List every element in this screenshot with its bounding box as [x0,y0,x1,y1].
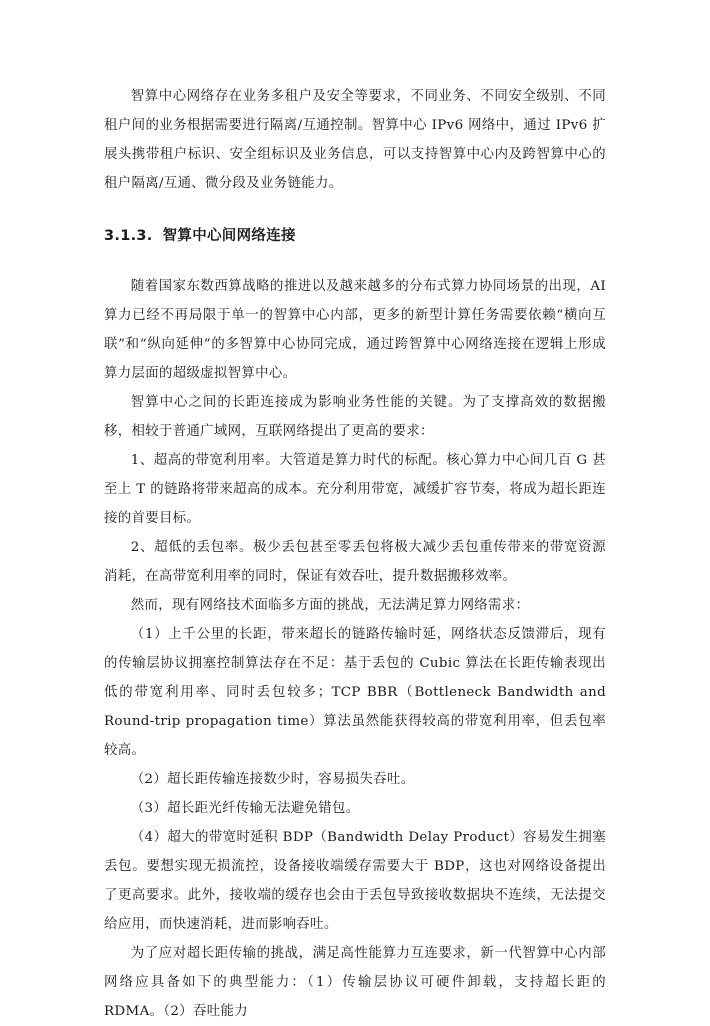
challenge-item: （4）超大的带宽时延积 BDP（Bandwidth Delay Product）容易发生拥塞丢包。要想实现无损流控，设备接收端缓存需要大于 BDP，这也对网络设备提出了更高要求。此外，接收端的缓存也会由于丢包导致接收数据块不连续，无法提交给应用，而快速消耗，进而影响吞吐。 [104,830,606,932]
paragraph: 随着国家东数西算战略的推进以及越来越多的分布式算力协同场景的出现，AI 算力已经不再局限于单一的智算中心内部，更多的新型计算任务需要依赖“横向互联”和“纵向延伸”的多智算中心协同完成，通过跨智算中心网络连接在逻辑上形成算力层面的超级虚拟智算中心。 [104,279,606,381]
section-number: 3.1.3. [104,228,153,244]
paragraph: 然而，现有网络技术面临多方面的挑战，无法满足算力网络需求： [130,598,530,613]
requirement-item: 1、超高的带宽利用率。大管道是算力时代的标配。核心算力中心间几百 G 甚至上 T 的链路将带来超高的成本。充分利用带宽，减缓扩容节奏，将成为超长距连接的首要目标。 [104,453,606,526]
paragraph: 为了应对超长距传输的挑战，满足高性能算力互连要求，新一代智算中心内部网络应具备如下的典型能力：（1）传输层协议可硬件卸载，支持超长距的 RDMA。（2）吞吐能力 [104,946,606,1019]
challenge-item: （1）上千公里的长距，带来超长的链路传输时延，网络状态反馈滞后，现有的传输层协议拥塞控制算法存在不足：基于丢包的 Cubic 算法在长距传输表现出低的带宽利用率、同时丢包较多；TCP BBR（Bottleneck Bandwidth and Round-trip propagation time）算法虽然能获得较高的带宽利用率，但丢包率较高。 [104,627,606,758]
requirement-item: 2、超低的丢包率。极少丢包甚至零丢包将极大减少丢包重传带来的带宽资源消耗，在高带宽利用率的同时，保证有效吞吐，提升数据搬移效率。 [104,540,606,584]
intro-paragraph: 智算中心网络存在业务多租户及安全等要求，不同业务、不同安全级别、不同租户间的业务根据需要进行隔离/互通控制。智算中心 IPv6 网络中，通过 IPv6 扩展头携带租户标识、安全组标识及业务信息，可以支持智算中心内及跨智算中心的租户隔离/互通、微分段及业务链能力。 [104,89,606,191]
section-heading [104,226,606,246]
paragraph: 智算中心之间的长距连接成为影响业务性能的关键。为了支撑高效的数据搬移，相较于普通广域网，互联网络提出了更高的要求： [104,395,606,439]
section-title: 智算中心间网络连接 [162,228,296,244]
challenge-item: （2）超长距传输连接数少时，容易损失吞吐。 [130,772,415,787]
challenge-item: （3）超长距光纤传输无法避免错包。 [130,801,360,816]
